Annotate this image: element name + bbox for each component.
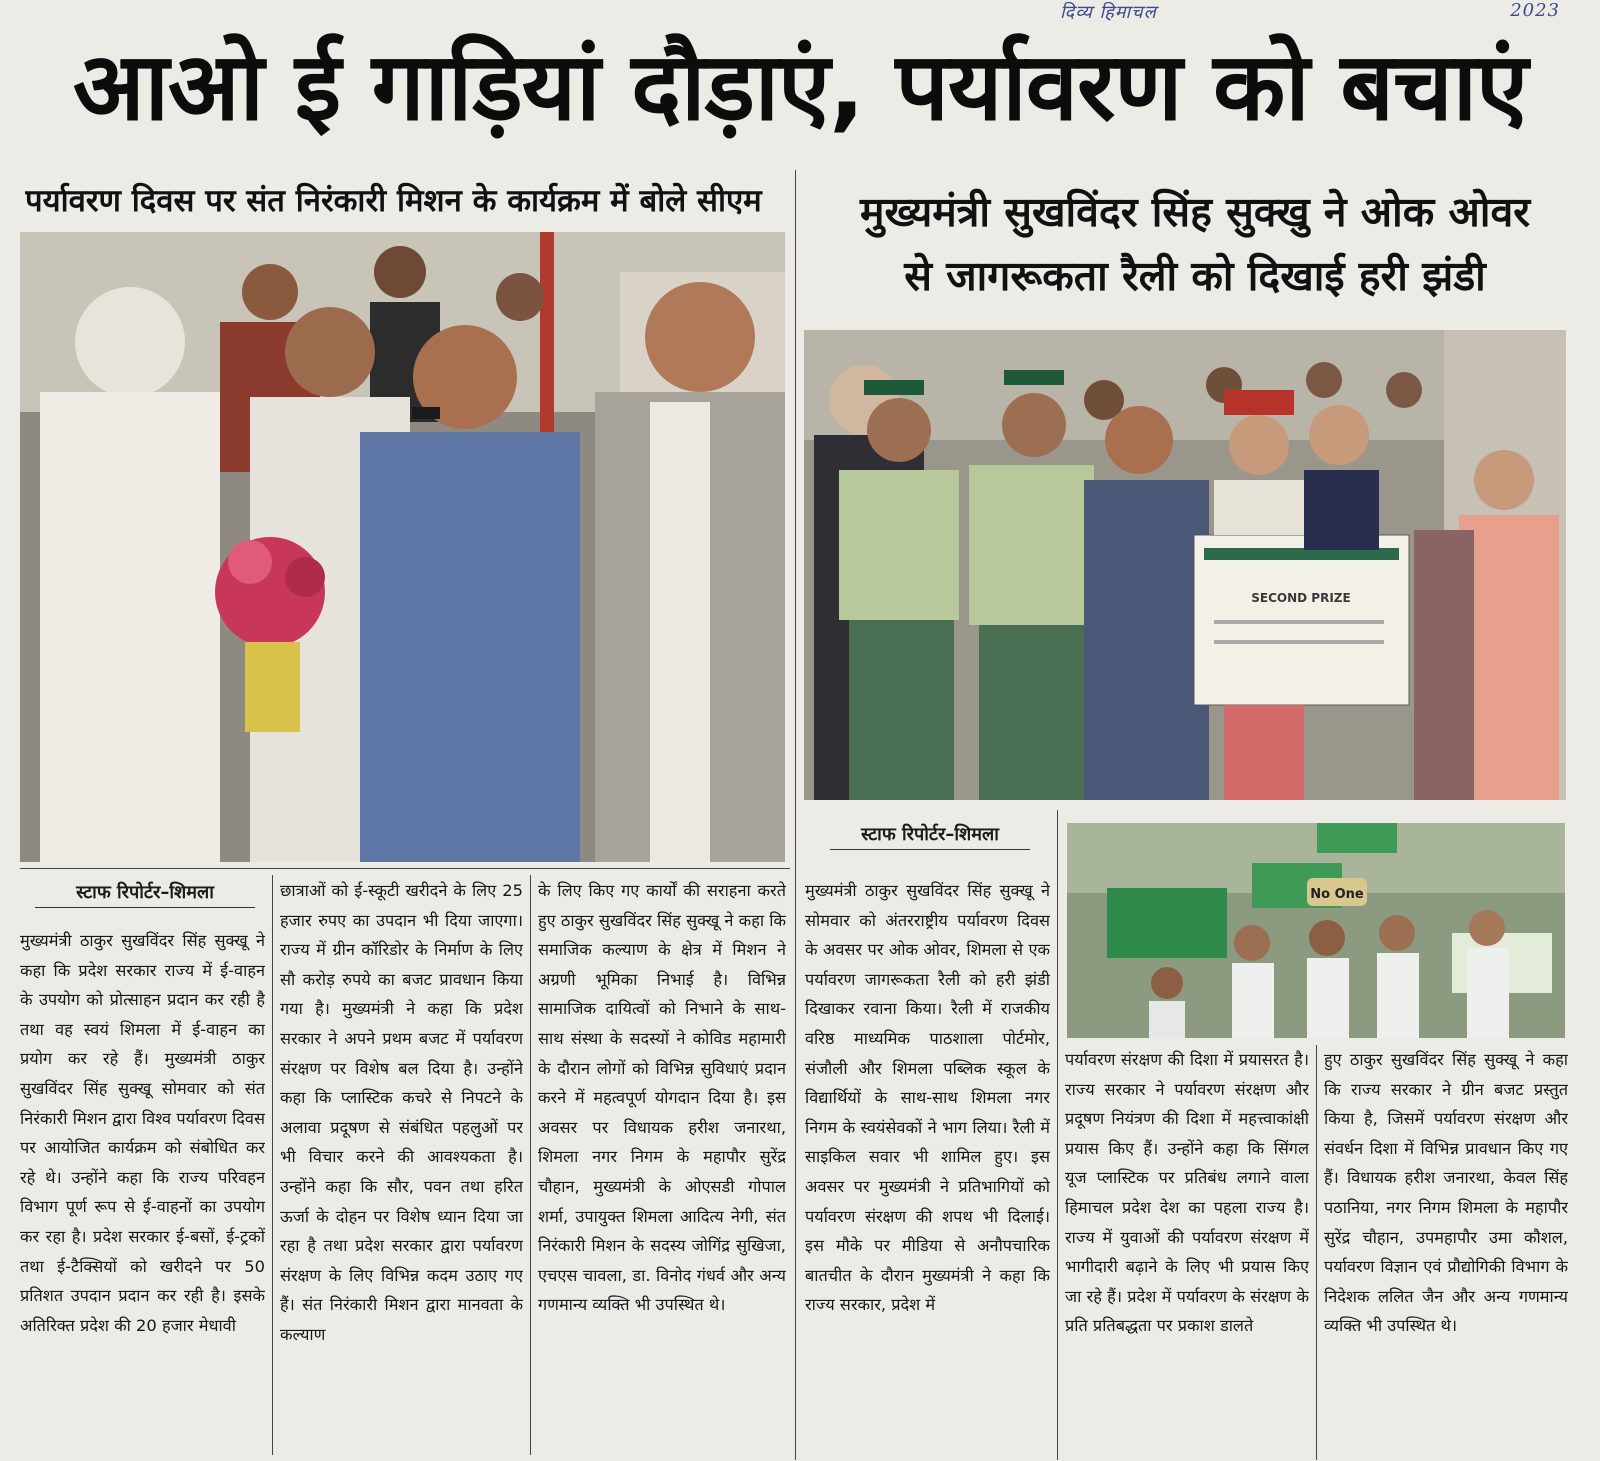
left-story-column-1 <box>20 926 265 1456</box>
column-divider <box>1057 810 1058 1460</box>
article-paragraph: मुख्यमंत्री ठाकुर सुखविंदर सिंह सुक्खू ने सोमवार को अंतरराष्ट्रीय पर्यावरण दिवस के अवसर पर ओक ओवर, शिमला से एक पर्यावरण जागरूकता रैली को हरी झंडी दिखाकर रवाना किया। रैली में राजकीय वरिष्ठ माध्यमिक पाठशाला पोर्टमोर, संजौली और शिमला पब्लिक स्कूल के विद्यार्थियों के साथ-साथ शिमला नगर निगम के स्वयंसेवकों ने भाग लिया। रैली में साइकिल सवार भी शामिल हुए। इस अवसर पर मुख्यमंत्री ने प्रतिभागियों को पर्यावरण संरक्षण की शपथ भी दिलाई। इस मौके पर मीडिया से अनौपचारिक बातचीत के दौरान मुख्यमंत्री ने कहा कि राज्य सरकार, प्रदेश में <box>805 881 1050 1315</box>
left-story-column-3 <box>538 876 786 1456</box>
left-story-subheading: पर्यावरण दिवस पर संत निरंकारी मिशन के कार्यक्रम में बोले सीएम <box>25 183 762 219</box>
awareness-rally-photo <box>1067 823 1565 1038</box>
column-divider <box>272 875 273 1455</box>
left-story-column-2 <box>280 876 523 1456</box>
right-story-column-1 <box>805 876 1050 1456</box>
article-paragraph: छात्राओं को ई-स्कूटी खरीदने के लिए 25 हजार रुपए का उपदान भी दिया जाएगा। राज्य में ग्रीन कॉरिडोर के निर्माण के लिए सौ करोड़ रुपये का बजट प्रावधान किया गया है। मुख्यमंत्री ने कहा कि प्रदेश सरकार ने अपने प्रथम बजट में पर्यावरण संरक्षण पर विशेष बल दिया है। उन्होंने कहा कि प्लास्टिक कचरे से निपटने के अलावा प्रदूषण से संबंधित पहलुओं पर भी विचार करने की आवश्यकता है। उन्होंने कहा कि सौर, पवन तथा हरित ऊर्जा के दोहन पर विशेष ध्यान दिया जा रहा है तथा प्रदेश सरकार द्वारा पर्यावरण संरक्षण के लिए विभिन्न कदम उठाए गए हैं। संत निरंकारी मिशन द्वारा मानवता के कल्याण <box>280 881 523 1344</box>
photo-divider <box>20 868 790 869</box>
placard-text: No One <box>1310 887 1364 902</box>
right-story-byline: स्टाफ रिपोर्टर–शिमला <box>830 822 1030 850</box>
handwritten-note-publication: दिव्य हिमाचल <box>1060 2 1157 23</box>
article-paragraph: मुख्यमंत्री ठाकुर सुखविंदर सिंह सुक्खू ने कहा कि प्रदेश सरकार राज्य में ई-वाहन के उपयोग को प्रोत्साहन प्रदान कर रही है तथा वह स्वयं शिमला में ई-वाहन का प्रयोग कर रहे हैं। मुख्यमंत्री ठाकुर सुखविंदर सिंह सुक्खू सोमवार को संत निरंकारी मिशन द्वारा विश्व पर्यावरण दिवस पर आयोजित कार्यक्रम को संबोधित कर रहे थे। उन्होंने कहा कि राज्य परिवहन विभाग पूर्ण रूप से ई-वाहनों का उपयोग कर रहा है। प्रदेश सरकार ई-बसों, ई-ट्रकों तथा ई-टैक्सियों को खरीदने पर 50 प्रतिशत उपदान प्रदान कर रही है। इसके अतिरिक्त प्रदेश की 20 हजार मेधावी <box>20 931 265 1335</box>
right-story-column-2 <box>1065 1045 1309 1456</box>
column-divider <box>530 875 531 1455</box>
right-story-subheading <box>815 180 1575 330</box>
article-paragraph: हुए ठाकुर सुखविंदर सिंह सुक्खू ने कहा कि राज्य सरकार ने ग्रीन बजट प्रस्तुत किया है, जिसमें पर्यावरण संरक्षण और संवर्धन दिशा में विभिन्न प्रावधान किए गए हैं। विधायक हरीश जनारथा, केवल सिंह पठानिया, नगर निगम शिमला के महापौर सुरेंद्र चौहान, उपमहापौर उमा कौशल, पर्यावरण विज्ञान एवं प्रौद्योगिकी विभाग के निदेशक ललित जैन और अन्य गणमान्य व्यक्ति भी उपस्थित थे। <box>1324 1050 1568 1336</box>
cm-bouquet-photo <box>20 232 785 862</box>
right-subheading-line-1: मुख्यमंत्री सुखविंदर सिंह सुक्खु ने ओक ओवर <box>859 188 1531 236</box>
handwritten-note <box>1060 0 1560 22</box>
prize-ceremony-photo <box>804 330 1566 800</box>
headline: आओ ई गाड़ियां दौड़ाएं, पर्यावरण को बचाएं <box>72 33 1528 142</box>
article-paragraph: के लिए किए गए कार्यों की सराहना करते हुए ठाकुर सुखविंदर सिंह सुक्खू ने कहा कि समाजिक कल्याण के क्षेत्र में मिशन ने अग्रणी भूमिका निभाई है। विभिन्न सामाजिक दायित्वों को निभाने के साथ-साथ संस्था के सदस्यों ने कोविड महामारी के दौरान लोगों को विभिन्न सुविधाएं प्रदान करने में महत्वपूर्ण योगदान दिया है। इस अवसर पर विधायक हरीश जनारथा, शिमला नगर निगम के महापौर सुरेंद्र चौहान, मुख्यमंत्री के ओएसडी गोपाल शर्मा, उपायुक्त शिमला आदित्य नेगी, संत निरंकारी मिशन के सदस्य जोगिंद्र सुखिजा, एचएस चावला, डा. विनोद गंधर्व और अन्य गणमान्य व्यक्ति भी उपस्थित थे। <box>538 881 786 1315</box>
article-paragraph: पर्यावरण संरक्षण की दिशा में प्रयासरत है। राज्य सरकार ने पर्यावरण संरक्षण और प्रदूषण नियंत्रण की दिशा में महत्त्वाकांक्षी प्रयास किए हैं। उन्होंने कहा कि सिंगल यूज प्लास्टिक पर प्रतिबंध लगाने वाला हिमाचल प्रदेश देश का पहला राज्य है। राज्य में युवाओं की पर्यावरण संरक्षण में भागीदारी बढ़ाने के लिए भी प्रयास किए जा रहे हैं। प्रदेश में पर्यावरण के संरक्षण के प्रति प्रतिबद्धता पर प्रकाश डालते <box>1065 1050 1309 1336</box>
cheque-prize-text: SECOND PRIZE <box>1251 591 1351 605</box>
column-divider <box>795 170 796 1460</box>
right-subheading-line-2: से जागरूकता रैली को दिखाई हरी झंडी <box>904 252 1486 300</box>
column-divider <box>1316 1045 1317 1460</box>
left-story-byline: स्टाफ रिपोर्टर–शिमला <box>35 880 255 908</box>
handwritten-note-year: 2023 <box>1510 0 1560 21</box>
right-story-column-3 <box>1324 1045 1568 1456</box>
